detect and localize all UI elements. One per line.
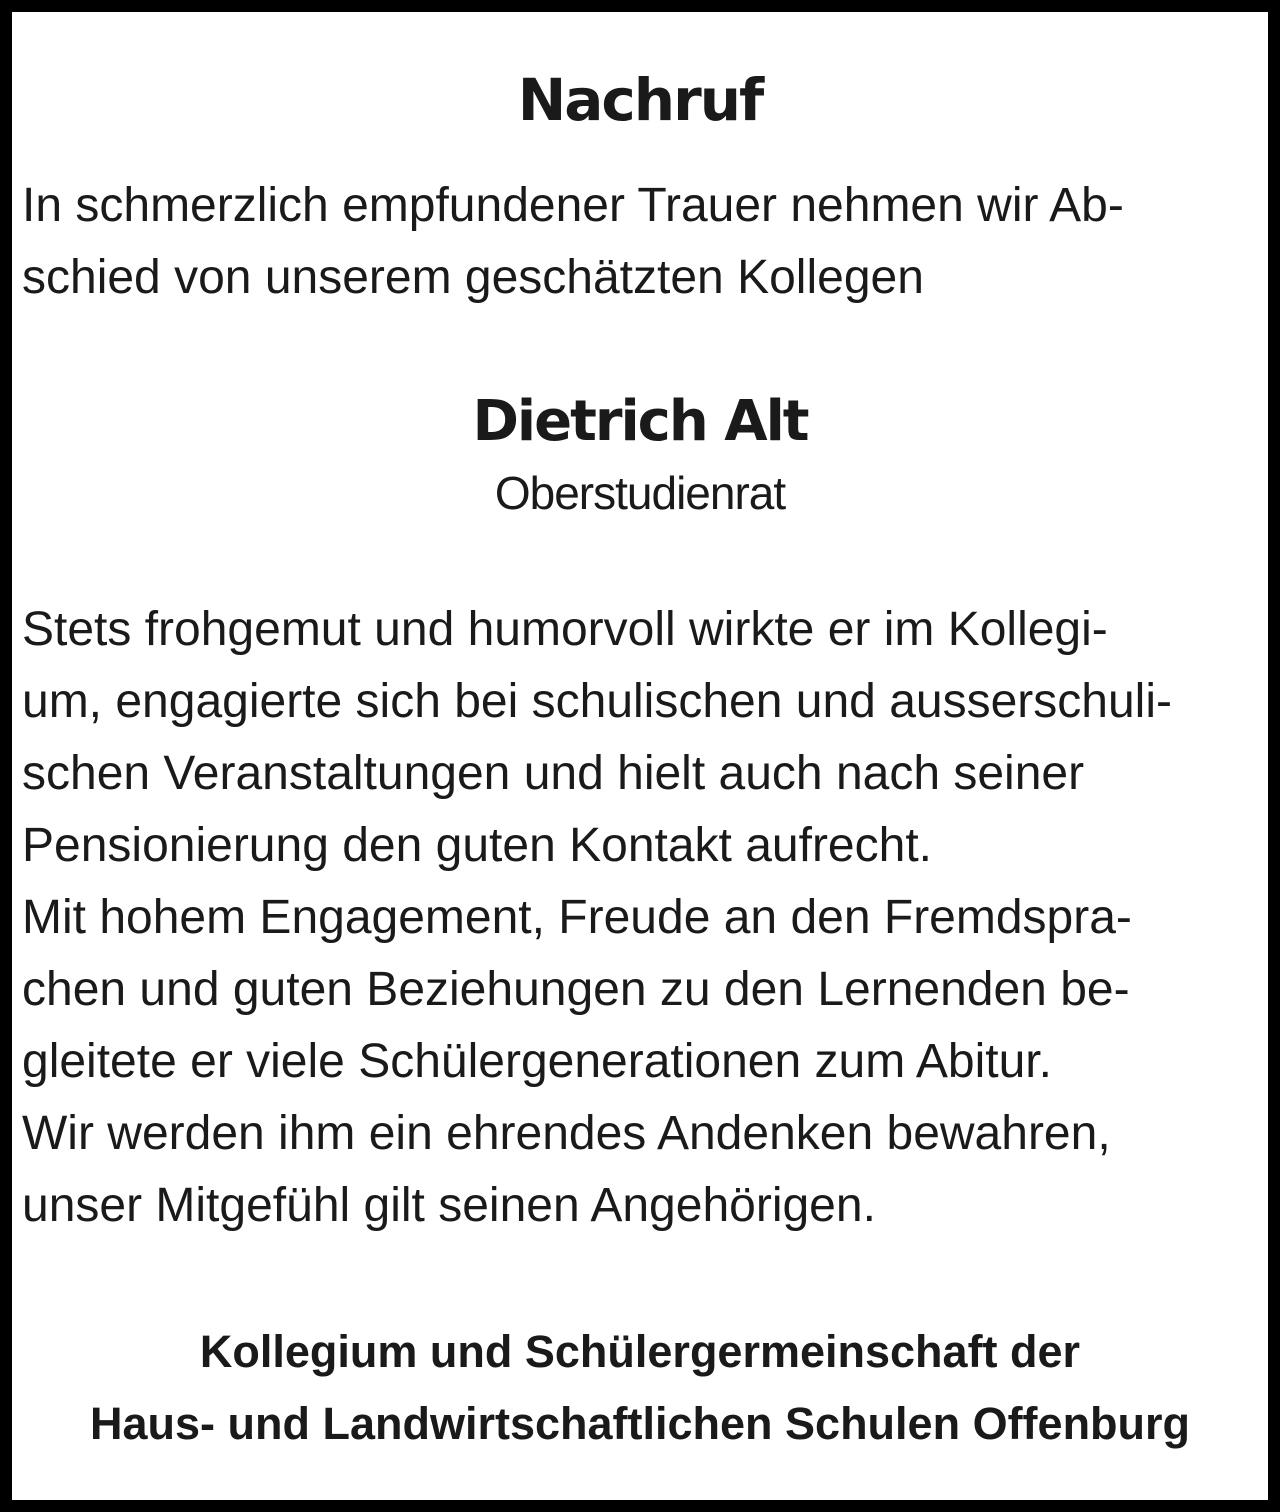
tribute-line: um, engagierte sich bei schulischen und ausserschuli- [22,675,1172,728]
intro-line: In schmerzlich empfundener Trauer nehmen wir Ab- [22,179,1124,232]
tribute-line: schen Veranstaltungen und hielt auch nach seiner [22,747,1085,800]
deceased-name: Dietrich Alt [472,389,808,454]
notice-title: Nachruf [517,66,763,134]
tribute-line: Wir werden ihm ein ehrendes Andenken bewahren, [22,1107,1111,1160]
signature-block [12,1316,1268,1460]
intro-line: schied von unserem geschätzten Kollegen [22,251,924,304]
signature-line: Haus- und Landwirtschaftlichen Schulen Offenburg [89,1398,1191,1449]
deceased-title: Oberstudienrat [494,467,786,519]
tribute-paragraph [22,594,1272,1242]
tribute-line: Mit hohem Engagement, Freude an den Fremdspra- [22,891,1132,944]
tribute-line: unser Mitgefühl gilt seinen Angehörigen. [22,1179,876,1232]
tribute-line: gleitete er viele Schülergenerationen zum Abitur. [22,1035,1052,1088]
tribute-line: Stets frohgemut und humorvoll wirkte er im Kollegi- [22,603,1108,656]
signature-line: Kollegium und Schülergermeinschaft der [199,1326,1081,1377]
intro-paragraph [22,170,1272,314]
tribute-line: Pensionierung den guten Kontakt aufrecht. [22,819,932,872]
tribute-line: chen und guten Beziehungen zu den Lernenden be- [22,963,1130,1016]
